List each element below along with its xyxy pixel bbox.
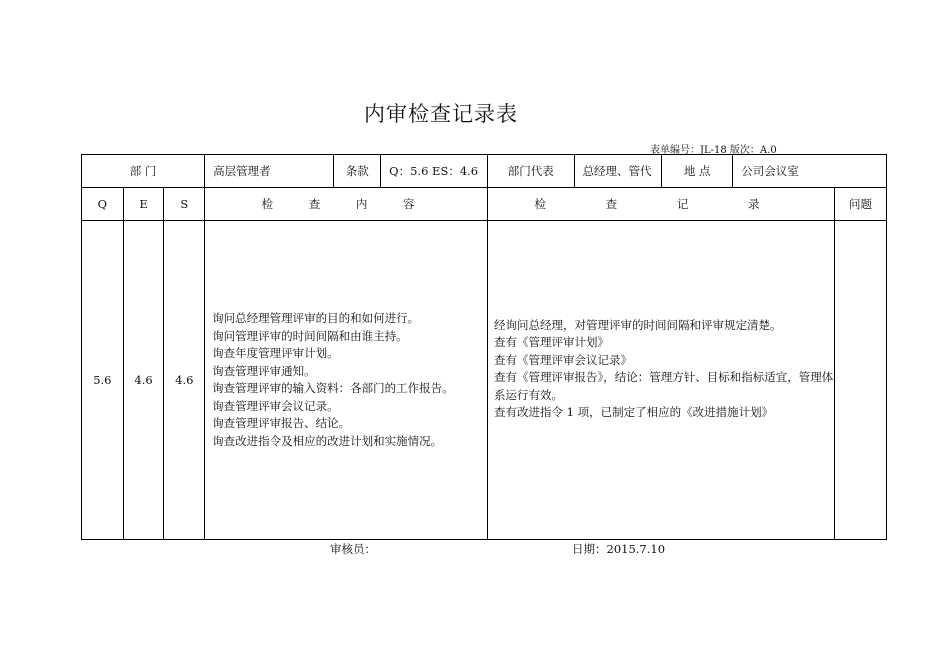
content-item: 询问管理评审的时间间隔和由谁主持。 — [212, 328, 408, 343]
s-value: 4.6 — [164, 221, 205, 540]
audit-record-table — [81, 154, 887, 540]
content-item: 询查年度管理评审计划。 — [212, 346, 339, 360]
content-item: 询问总经理管理评审的目的和如何进行。 — [212, 311, 420, 325]
col-content-header: 检 查 内 容 — [205, 188, 488, 221]
content-item: 询查管理评审通知。 — [212, 363, 316, 378]
rep-value: 总经理、管代 — [574, 155, 662, 188]
content-item: 询查改进指令及相应的改进计划和实施情况。 — [212, 433, 443, 448]
record-item: 经询问总经理，对管理评审的时间间隔和评审规定清楚。 — [494, 317, 782, 332]
audit-entry-row — [82, 221, 887, 540]
record-item: 查有《管理评审报告》，结论：管理方针、目标和指标适宜，管理体系运行有效。 — [494, 370, 834, 402]
col-e-header: E — [123, 188, 164, 221]
form-number: 表单编号：JL-18 版次：A.0 — [650, 145, 777, 156]
check-record-cell — [488, 221, 835, 540]
col-record-header: 检 查 记 录 — [488, 188, 835, 221]
dept-value: 高层管理者 — [205, 155, 334, 188]
rep-label: 部门代表 — [488, 155, 575, 188]
dept-label: 部 门 — [82, 155, 205, 188]
location-value: 公司会议室 — [733, 155, 887, 188]
audit-date: 日期：2015.7.10 — [572, 542, 666, 556]
check-content-cell — [205, 221, 488, 540]
content-item: 询查管理评审的输入资料：各部门的工作报告。 — [212, 381, 454, 395]
location-label: 地 点 — [662, 155, 733, 188]
issue-cell — [835, 221, 887, 540]
record-item: 查有改进指令 1 项，已制定了相应的《改进措施计划》 — [494, 405, 774, 419]
content-item: 询查管理评审会议记录。 — [212, 398, 339, 413]
col-s-header: S — [164, 188, 205, 221]
q-value: 5.6 — [82, 221, 124, 540]
col-issue-header: 问题 — [835, 188, 887, 221]
content-item: 询查管理评审报告、结论。 — [212, 416, 351, 430]
e-value: 4.6 — [123, 221, 164, 540]
clause-value: Q：5.6 ES：4.6 — [381, 155, 488, 188]
record-item: 查有《管理评审会议记录》 — [494, 352, 633, 367]
column-header-row — [82, 188, 887, 221]
clause-label: 条款 — [334, 155, 381, 188]
header-info-row — [82, 155, 887, 188]
auditor-label: 审核员： — [330, 542, 376, 556]
form-title: 内审检查记录表 — [364, 102, 518, 126]
record-item: 查有《管理评审计划》 — [494, 335, 610, 349]
col-q-header: Q — [82, 188, 124, 221]
